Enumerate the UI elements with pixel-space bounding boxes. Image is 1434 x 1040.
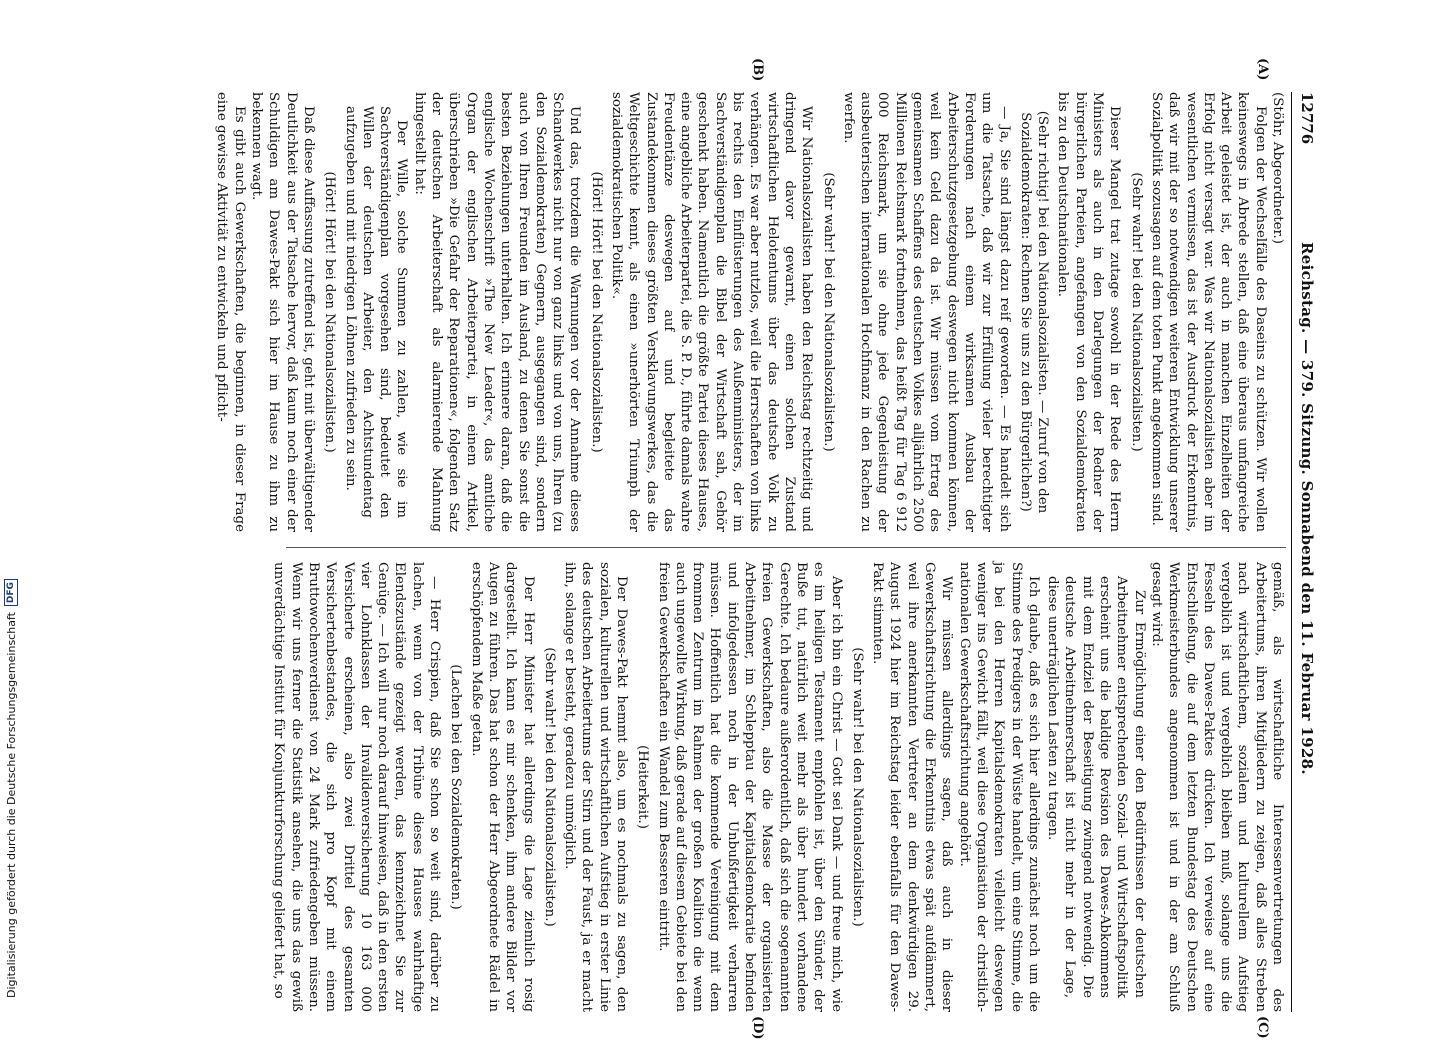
right-interjection: (Heiterkeit.)	[635, 745, 651, 829]
left-paragraph: Folgen der Wechselfälle des Daseins zu schützen. Wir wollen keineswegs in Abrede stellen, daß eine überaus umfangreiche Arbeit geleistet ist, der auch in manchen Einzelheiten der Erfolg nicht versagt war. Was wir Nationalsozialisten aber im wesentlichen vermissen, das ist der Ausdruck der Erkenntnis, daß wir mit der so notwendigen weiteren Entwicklung unserer Sozialpolitik sozusagen auf dem toten Punkt angekommen sind.	[1148, 92, 1268, 532]
page-number: 12776	[1298, 92, 1316, 145]
left-paragraph: Wir Nationalsozialisten haben den Reichstag rechtzeitig und dringend davor gewarnt, einen solchen Zustand wirtschaftlichen Helotentums über das deutsche Volk zu verhängen. Es war aber nutzlos, weil die Herrschaften von links bis rechts den Einflüsterungen des Außenministers, der im Sachverständigenplan die Bibel der Wirtschaft sah, Gehör geschenkt haben. Namentlich die größte Partei dieses Hauses, eine angebliche Arbeiterpartei, die S. P. D., führte damals wahre Freudentänze deswegen auf und begleitete das Zustandekommen dieses größten Versklavungswerkes, das die Weltgeschichte kennt, als einen »unerhörten Triumph der sozialdemokratischen Politik«.	[609, 92, 815, 532]
left-paragraph: Und das, trotzdem die Warnungen vor der Annahme dieses Schandwerkes nicht nur von ganz links und von uns, Ihren (zu den Sozialdemokraten) Gegnern, ausgegangen sind, sondern auch von Ihren Freunden im Ausland, zu denen Sie sonst die besten Beziehungen unterhalten. Ich erinnere daran, daß die englische Wochenschrift »The New Leader«, das amtliche Organ der englischen Arbeiterpartei, in einem Artikel, überschrieben »Die Gefahr der Reparationen«, folgenden Satz der deutschen Arbeiterschaft als alarmierende Mahnung hingestellt hat:	[411, 92, 583, 532]
right-paragraph: Der Dawes-Pakt hemmt also, um es nochmals zu sagen, den sozialen, kulturellen und wirtschaftlichen Aufstieg in erster Linie des deutschen Arbeitertums der Stirn und der Faust, ja er macht ihn, solange er besteht, geradezu unmöglich.	[562, 562, 630, 1012]
margin-mark-c: (C)	[1255, 1016, 1270, 1039]
column-separator	[286, 547, 1286, 548]
right-paragraph: Der Herr Minister hat allerdings die Lage ziemlich rosig dargestellt. Ich kann es mir schenken, ihm andere Bilder vor Augen zu führen. Das hat schon der Herr Abgeordnete Rädel in erschöpfendem Maße getan.	[468, 562, 536, 1012]
left-paragraph: — Ja, Sie sind längst dazu reif geworden. — Es handelt sich um die Tatsache, daß wir zur Erfüllung vieler berechtigter Forderungen nach einem wirksamen Ausbau der Arbeiterschutzgesetzgebung deswegen nicht kommen können, weil kein Geld dazu da ist. Wir müssen vom Ertrag des gemeinsamen Schaffens des deutschen Volkes alljährlich 2500 Millionen Reichsmark fortnehmen, das heißt Tag für Tag 6 912 000 Reichsmark, um sie ohne jede Gegenleistung der ausbeuterischen internationalen Hochfinanz in den Rachen zu werfen.	[840, 92, 1012, 532]
left-interjection: (Sehr richtig! bei den Nationalsozialisten. — Zuruf von den Sozialdemokraten: Rechnen Sie uns zu den Bürgerlichen?)	[1017, 110, 1051, 514]
credit-text: Digitalisierung gefördert durch die Deutsche Forschungsgemeinschaft	[4, 612, 18, 998]
right-paragraph: — Herr Crispien, daß Sie schon so weit sind, darüber zu lachen, wenn von der Tribüne dieses Hauses wahrhaftige Elendszustände gezeigt werden, das kennzeichnet Sie zur Genüge. — Ich will nur noch darauf hinweisen, daß in den ersten vier Lohnklassen der Invalidenversicherung 10 163 000 Versicherte erscheinen, also zwei Drittel des gesamten Versichertenbestandes, die sich pro Kopf mit einem Bruttowochenverdienst von 24 Mark zufriedengeben müssen. Wenn wir uns ferner die Statistik ansehen, die uns das gewiß unverdächtige Institut für Konjunkturforschung geliefert hat, so	[271, 562, 443, 1012]
right-interjection: (Lachen bei den Sozialdemokraten.)	[448, 664, 464, 910]
left-text-column	[214, 92, 1286, 532]
right-text-column	[271, 562, 1286, 1012]
right-paragraph: gemäß, als wirtschaftliche Interessenvertretungen des Arbeitertums, ihren Mitgliedern zu zeigen, daß alles Streben nach wirtschaftlichem, sozialem und kulturellem Aufstieg vergeblich ist und vergeblich bleiben muß, solange uns die Fesseln des Dawes-Paktes drücken. Ich verweise auf eine Entschließung, die auf dem letzten Bundestag des Deutschen Werkmeisterbundes angenommen ist und in der am Schluß gesagt wird:	[1148, 562, 1285, 1012]
header-rule	[1291, 92, 1292, 1012]
right-quotation: Zur Ermöglichung einer den Bedürfnissen der deutschen Arbeitnehmer entsprechenden Sozial- und Wirtschaftspolitik erscheint uns die baldige Revision des Dawes-Abkommens mit dem Endziel der Beseitigung zwingend notwendig. Die deutsche Arbeitnehmerschaft ist nicht mehr in der Lage, diese unerträglichen Lasten zu tragen.	[1045, 576, 1147, 998]
left-speaker-label: (Stöhr, Abgeordneter.)	[1270, 92, 1285, 244]
margin-mark-b: (B)	[750, 58, 765, 82]
left-interjection: (Hört! Hört! bei den Nationalsozialisten.)	[588, 171, 604, 453]
right-paragraph: Ich glaube, daß es sich hier allerdings zunächst noch um die Stimme des Predigers in der Wüste handelt, um eine Stimme, die ja bei den Herren Kapitalsdemokraten vielleicht deswegen weniger ins Gewicht fällt, weil diese Organisation der christlich-nationalen Gewerkschaftsrichtung angehört.	[956, 562, 1041, 1012]
left-paragraph: Es gibt auch Gewerkschaften, die beginnen, in dieser Frage eine gewisse Aktivität zu entwickeln und pflicht-	[214, 92, 247, 532]
page-header	[1294, 92, 1320, 1012]
rotated-document-page	[100, 58, 1320, 1040]
right-paragraph: Wir müssen allerdings sagen, daß auch in dieser Gewerkschaftsrichtung die Erkenntnis etwas spät aufdämmert, weil ihre anerkannten Vertreter an dem denkwürdigen 29. August 1924 hier im Reichstag leider ebenfalls für den Dawes-Pakt stimmten.	[870, 562, 955, 1012]
margin-mark-a: (A)	[1255, 58, 1270, 81]
right-paragraph: Aber ich bin ein Christ — Gott sei Dank — und freue mich, wie es im heiligen Testament empfohlen ist, über den Sünder, der Buße tut, natürlich weit mehr als über hundert vorhandene Gerechte. Ich bedaure außerordentlich, daß sich die sogenannten freien Gewerkschaften, also die Masse der organisierten Arbeitnehmer, im Schlepptau der Kapitalsdemokratie befinden und infolgedessen noch in der Unbußfertigkeit verharren müssen. Hoffentlich hat die kommende Vereinigung mit dem frommen Zentrum im Rahmen der großen Koalition die wenn auch ungewollte Wirkung, daß gerade auf diesem Gebiete bei den freien Gewerkschaften ein Wandel zum Besseren eintritt.	[655, 562, 844, 1012]
dfg-logo: DFG	[4, 579, 18, 606]
left-paragraph: Daß diese Auffassung zutreffend ist, geht mit überwältigender Deutlichkeit aus der Tatsache hervor, daß kaum noch einer der Schuldigen am Dawes-Pakt sich hier im Hause zu ihm zu bekennen wagt.	[249, 92, 316, 532]
margin-mark-d: (D)	[750, 1016, 765, 1040]
right-interjection: (Sehr wahr! bei den Nationalsozialisten.)	[541, 647, 557, 927]
running-title: Reichstag. — 379. Sitzung. Sonnabend den 11. Februar 1928.	[1298, 242, 1316, 775]
left-paragraph: Dieser Mangel trat zutage sowohl in der Rede des Herrn Ministers als auch in den Darlegungen der Redner der bürgerlichen Parteien, angefangen von den Sozialdemokraten bis zu den Deutschnationalen.	[1055, 92, 1123, 532]
left-interjection: (Sehr wahr! bei den Nationalsozialisten.)	[1128, 172, 1144, 452]
digitization-credit	[0, 0, 22, 998]
left-quotation: Der Wille, solche Summen zu zahlen, wie sie im Sachverständigenplan vorgesehen sind, bedeutet den Willen der deutschen Arbeiter, den Achtstundentag aufzugeben und mit niedrigen Löhnen zufrieden zu sein.	[342, 106, 410, 518]
left-interjection: (Sehr wahr! bei den Nationalsozialisten.)	[820, 172, 836, 452]
left-interjection: (Hört! Hört! bei den Nationalsozialisten.)	[322, 171, 338, 453]
right-interjection: (Sehr wahr! bei den Nationalsozialisten.)	[849, 647, 865, 927]
